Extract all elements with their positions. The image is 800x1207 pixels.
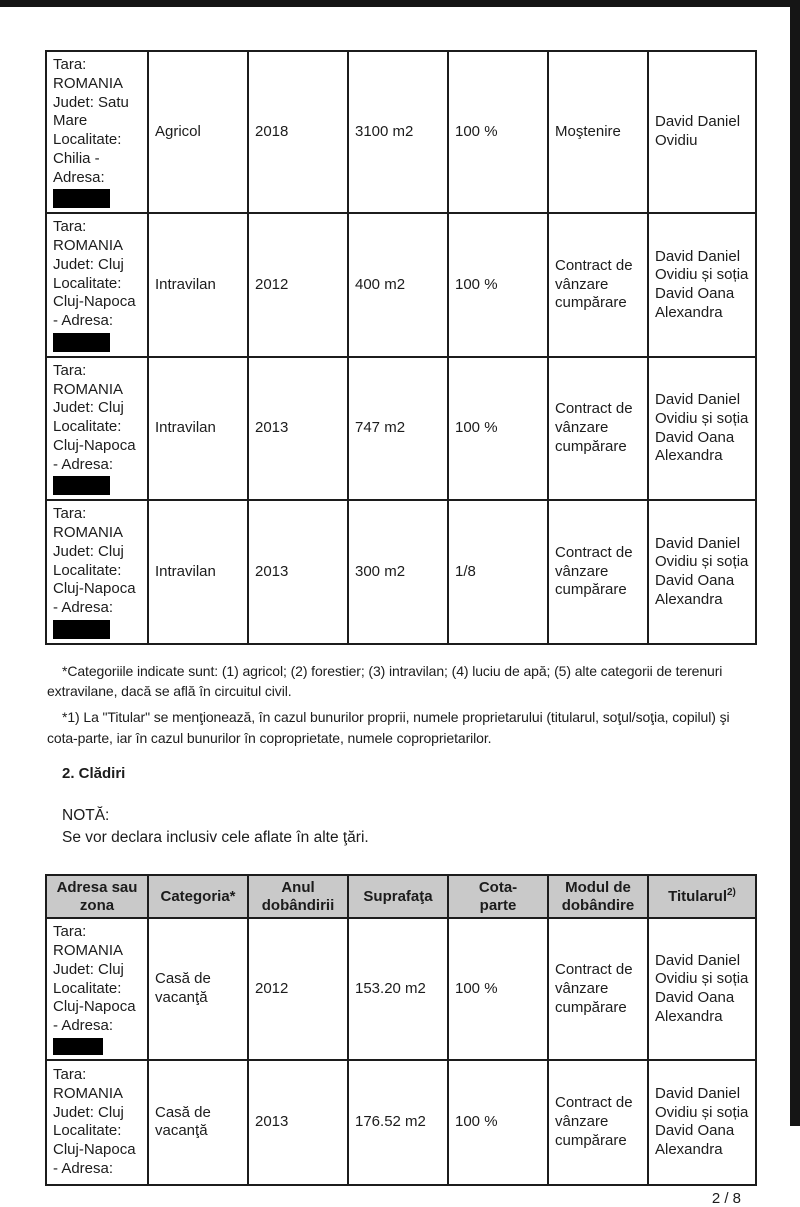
address-text: Tara: ROMANIA Judet: Cluj Localitate: Cluj-Napoca - Adresa:: [53, 505, 136, 616]
category-cell: Casă de vacanţă: [148, 918, 248, 1060]
acquisition-mode-cell: Moştenire: [548, 51, 648, 213]
address-text: Tara: ROMANIA Judet: Cluj Localitate: Cluj-Napoca - Adresa:: [53, 923, 136, 1035]
share-cell: 100 %: [448, 918, 548, 1060]
year-cell: 2018: [248, 51, 348, 213]
share-cell: 100 %: [448, 213, 548, 357]
header-anul-dobandirii: Anul dobândirii: [248, 875, 348, 918]
footnote-categories: *Categoriile indicate sunt: (1) agricol; (2) forestier; (3) intravilan; (4) luciu de apă; (5) alte categorii de terenuri extravilane, dacă se află în circuitul civil.: [47, 662, 723, 700]
year-cell: 2013: [248, 357, 348, 501]
acquisition-mode-cell: Contract de vânzare cumpărare: [548, 1060, 648, 1185]
redacted-address-box: [53, 1038, 103, 1055]
footnote-titular: *1) La "Titular" se menţionează, în cazul bunurilor proprii, numele proprietarului (titularul, soţul/soţia, copilul) şi cota-parte, iar în cazul bunurilor în coproprietate, numele coproprietarilor.: [47, 709, 730, 746]
category-cell: Casă de vacanţă: [148, 1060, 248, 1185]
share-cell: 100 %: [448, 51, 548, 213]
redacted-address-box: [53, 333, 110, 352]
buildings-table: [45, 874, 757, 1186]
owner-cell: David Daniel Ovidiu și soția David Oana Alexandra: [648, 213, 756, 357]
table-row: [46, 500, 756, 644]
table-row: [46, 1060, 756, 1185]
titular-footnote-ref: 2): [727, 887, 736, 899]
address-cell: [46, 213, 148, 357]
footnotes: [45, 661, 755, 749]
header-suprafata: Suprafaţa: [348, 875, 448, 918]
address-text: Tara: ROMANIA Judet: Cluj Localitate: Cluj-Napoca - Adresa:: [53, 1066, 136, 1177]
address-text: Tara: ROMANIA Judet: Cluj Localitate: Cluj-Napoca - Adresa:: [53, 361, 136, 473]
category-cell: Agricol: [148, 51, 248, 213]
owner-cell: David Daniel Ovidiu și soția David Oana Alexandra: [648, 500, 756, 644]
redacted-address-box: [53, 189, 110, 208]
acquisition-mode-cell: Contract de vânzare cumpărare: [548, 357, 648, 501]
surface-cell: 400 m2: [348, 213, 448, 357]
owner-cell: David Daniel Ovidiu și soția David Oana Alexandra: [648, 918, 756, 1060]
acquisition-mode-cell: Contract de vânzare cumpărare: [548, 500, 648, 644]
category-cell: Intravilan: [148, 500, 248, 644]
page-number: 2 / 8: [711, 1189, 741, 1207]
redacted-address-box: [53, 476, 110, 495]
surface-cell: 176.52 m2: [348, 1060, 448, 1185]
surface-cell: 747 m2: [348, 357, 448, 501]
top-window-edge: [0, 0, 800, 7]
surface-cell: 3100 m2: [348, 51, 448, 213]
address-text: Tara: ROMANIA Judet: Satu Mare Localitate: Chilia - Adresa:: [53, 56, 129, 186]
land-table: [45, 50, 757, 645]
header-cota-parte: Cota-parte: [448, 875, 548, 918]
header-modul-de-dobandire: Modul de dobândire: [548, 875, 648, 918]
header-adresa-sau-zona: Adresa sau zona: [46, 875, 148, 918]
header-titularul: Titularul$^{2)}$: [648, 875, 756, 918]
acquisition-mode-cell: Contract de vânzare cumpărare: [548, 213, 648, 357]
category-cell: Intravilan: [148, 213, 248, 357]
address-cell: [46, 500, 148, 644]
year-cell: 2013: [248, 1060, 348, 1185]
share-cell: 100 %: [448, 357, 548, 501]
share-cell: 1/8: [448, 500, 548, 644]
surface-cell: 300 m2: [348, 500, 448, 644]
nota-text: Se vor declara inclusiv cele aflate în alte ţări.: [62, 828, 369, 846]
table-row: [46, 918, 756, 1060]
header-row: [46, 875, 756, 918]
year-cell: 2012: [248, 213, 348, 357]
owner-cell: David Daniel Ovidiu: [648, 51, 756, 213]
address-cell: [46, 1060, 148, 1185]
address-cell: [46, 918, 148, 1060]
section-heading-cladiri: 2. Clădiri: [62, 764, 126, 782]
surface-cell: 153.20 m2: [348, 918, 448, 1060]
document-page: [45, 50, 755, 1207]
address-cell: [46, 51, 148, 213]
nota-label: NOTĂ:: [62, 806, 110, 824]
table-row: [46, 357, 756, 501]
acquisition-mode-cell: Contract de vânzare cumpărare: [548, 918, 648, 1060]
category-cell: Intravilan: [148, 357, 248, 501]
redacted-address-box: [53, 620, 110, 639]
year-cell: 2013: [248, 500, 348, 644]
header-categoria: Categoria*: [148, 875, 248, 918]
table-row: [46, 51, 756, 213]
owner-cell: David Daniel Ovidiu și soția David Oana Alexandra: [648, 357, 756, 501]
address-cell: [46, 357, 148, 501]
right-window-edge: [790, 0, 800, 1126]
owner-cell: David Daniel Ovidiu și soția David Oana Alexandra: [648, 1060, 756, 1185]
share-cell: 100 %: [448, 1060, 548, 1185]
address-text: Tara: ROMANIA Judet: Cluj Localitate: Cluj-Napoca - Adresa:: [53, 218, 136, 329]
table-row: [46, 213, 756, 357]
year-cell: 2012: [248, 918, 348, 1060]
